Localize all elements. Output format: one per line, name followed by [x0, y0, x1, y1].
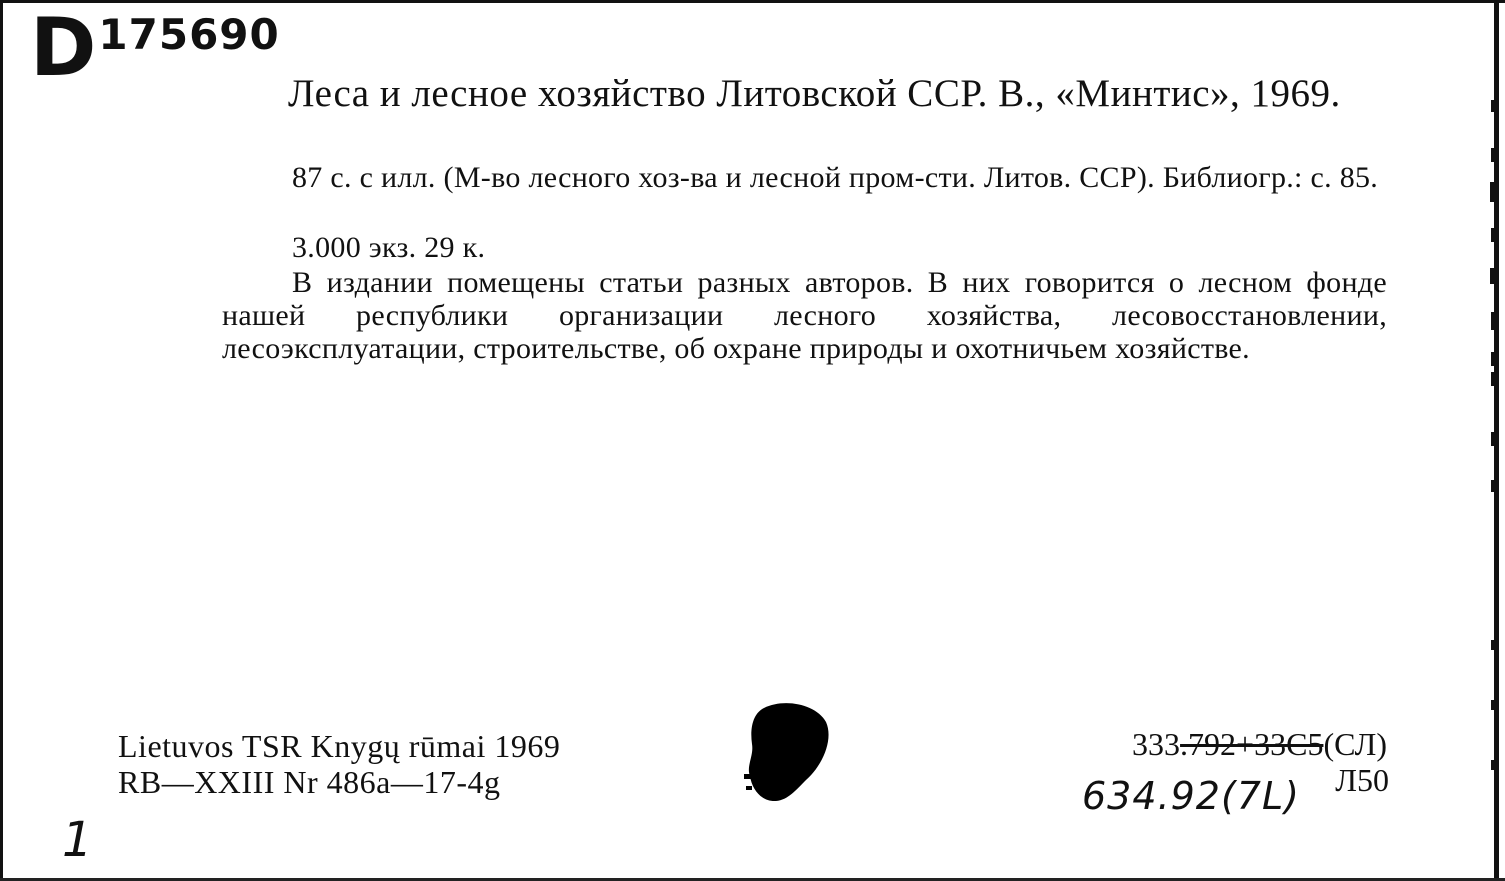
record-title: Леса и лесное хозяйство Литовской ССР. В., «Минтис», 1969. — [288, 72, 1341, 115]
card-border-left — [0, 0, 3, 881]
handwritten-udc-code: 634.92(7L) — [1082, 774, 1300, 818]
id-number: 175690 — [98, 10, 280, 59]
record-abstract: В издании помещены статьи разных авторов. В них говорится о лесном фонде нашей республики организации лесного хозяйства, лесовосстановлении, лесоэксплуатации, строительстве, об охране природы и охотничьем хозяйстве. — [222, 266, 1387, 365]
classification-suffix: (СЛ) — [1323, 726, 1387, 762]
classification-struck: .792+33C5 — [1180, 726, 1324, 762]
publisher-block — [118, 728, 560, 800]
record-collation: 87 с. с илл. (М-во лесного хоз-ва и лесной пром-сти. Литов. ССР). Библиогр.: с. 85. — [292, 161, 1379, 194]
card-border-top — [0, 0, 1505, 3]
classification-prefix: 333 — [1132, 726, 1181, 762]
id-letter: D — [30, 1, 95, 94]
ink-blot — [744, 700, 830, 802]
classification-code — [1132, 726, 1387, 762]
author-mark: Л50 — [1335, 762, 1389, 798]
record-copies-price: 3.000 экз. 29 к. — [292, 231, 486, 264]
registry-line: RB—XXIII Nr 486a—17-4g — [118, 764, 501, 800]
perforation-marks — [1489, 0, 1505, 881]
publisher-line: Lietuvos TSR Knygų rūmai 1969 — [118, 728, 561, 764]
handwritten-corner-mark: 1 — [62, 812, 93, 868]
